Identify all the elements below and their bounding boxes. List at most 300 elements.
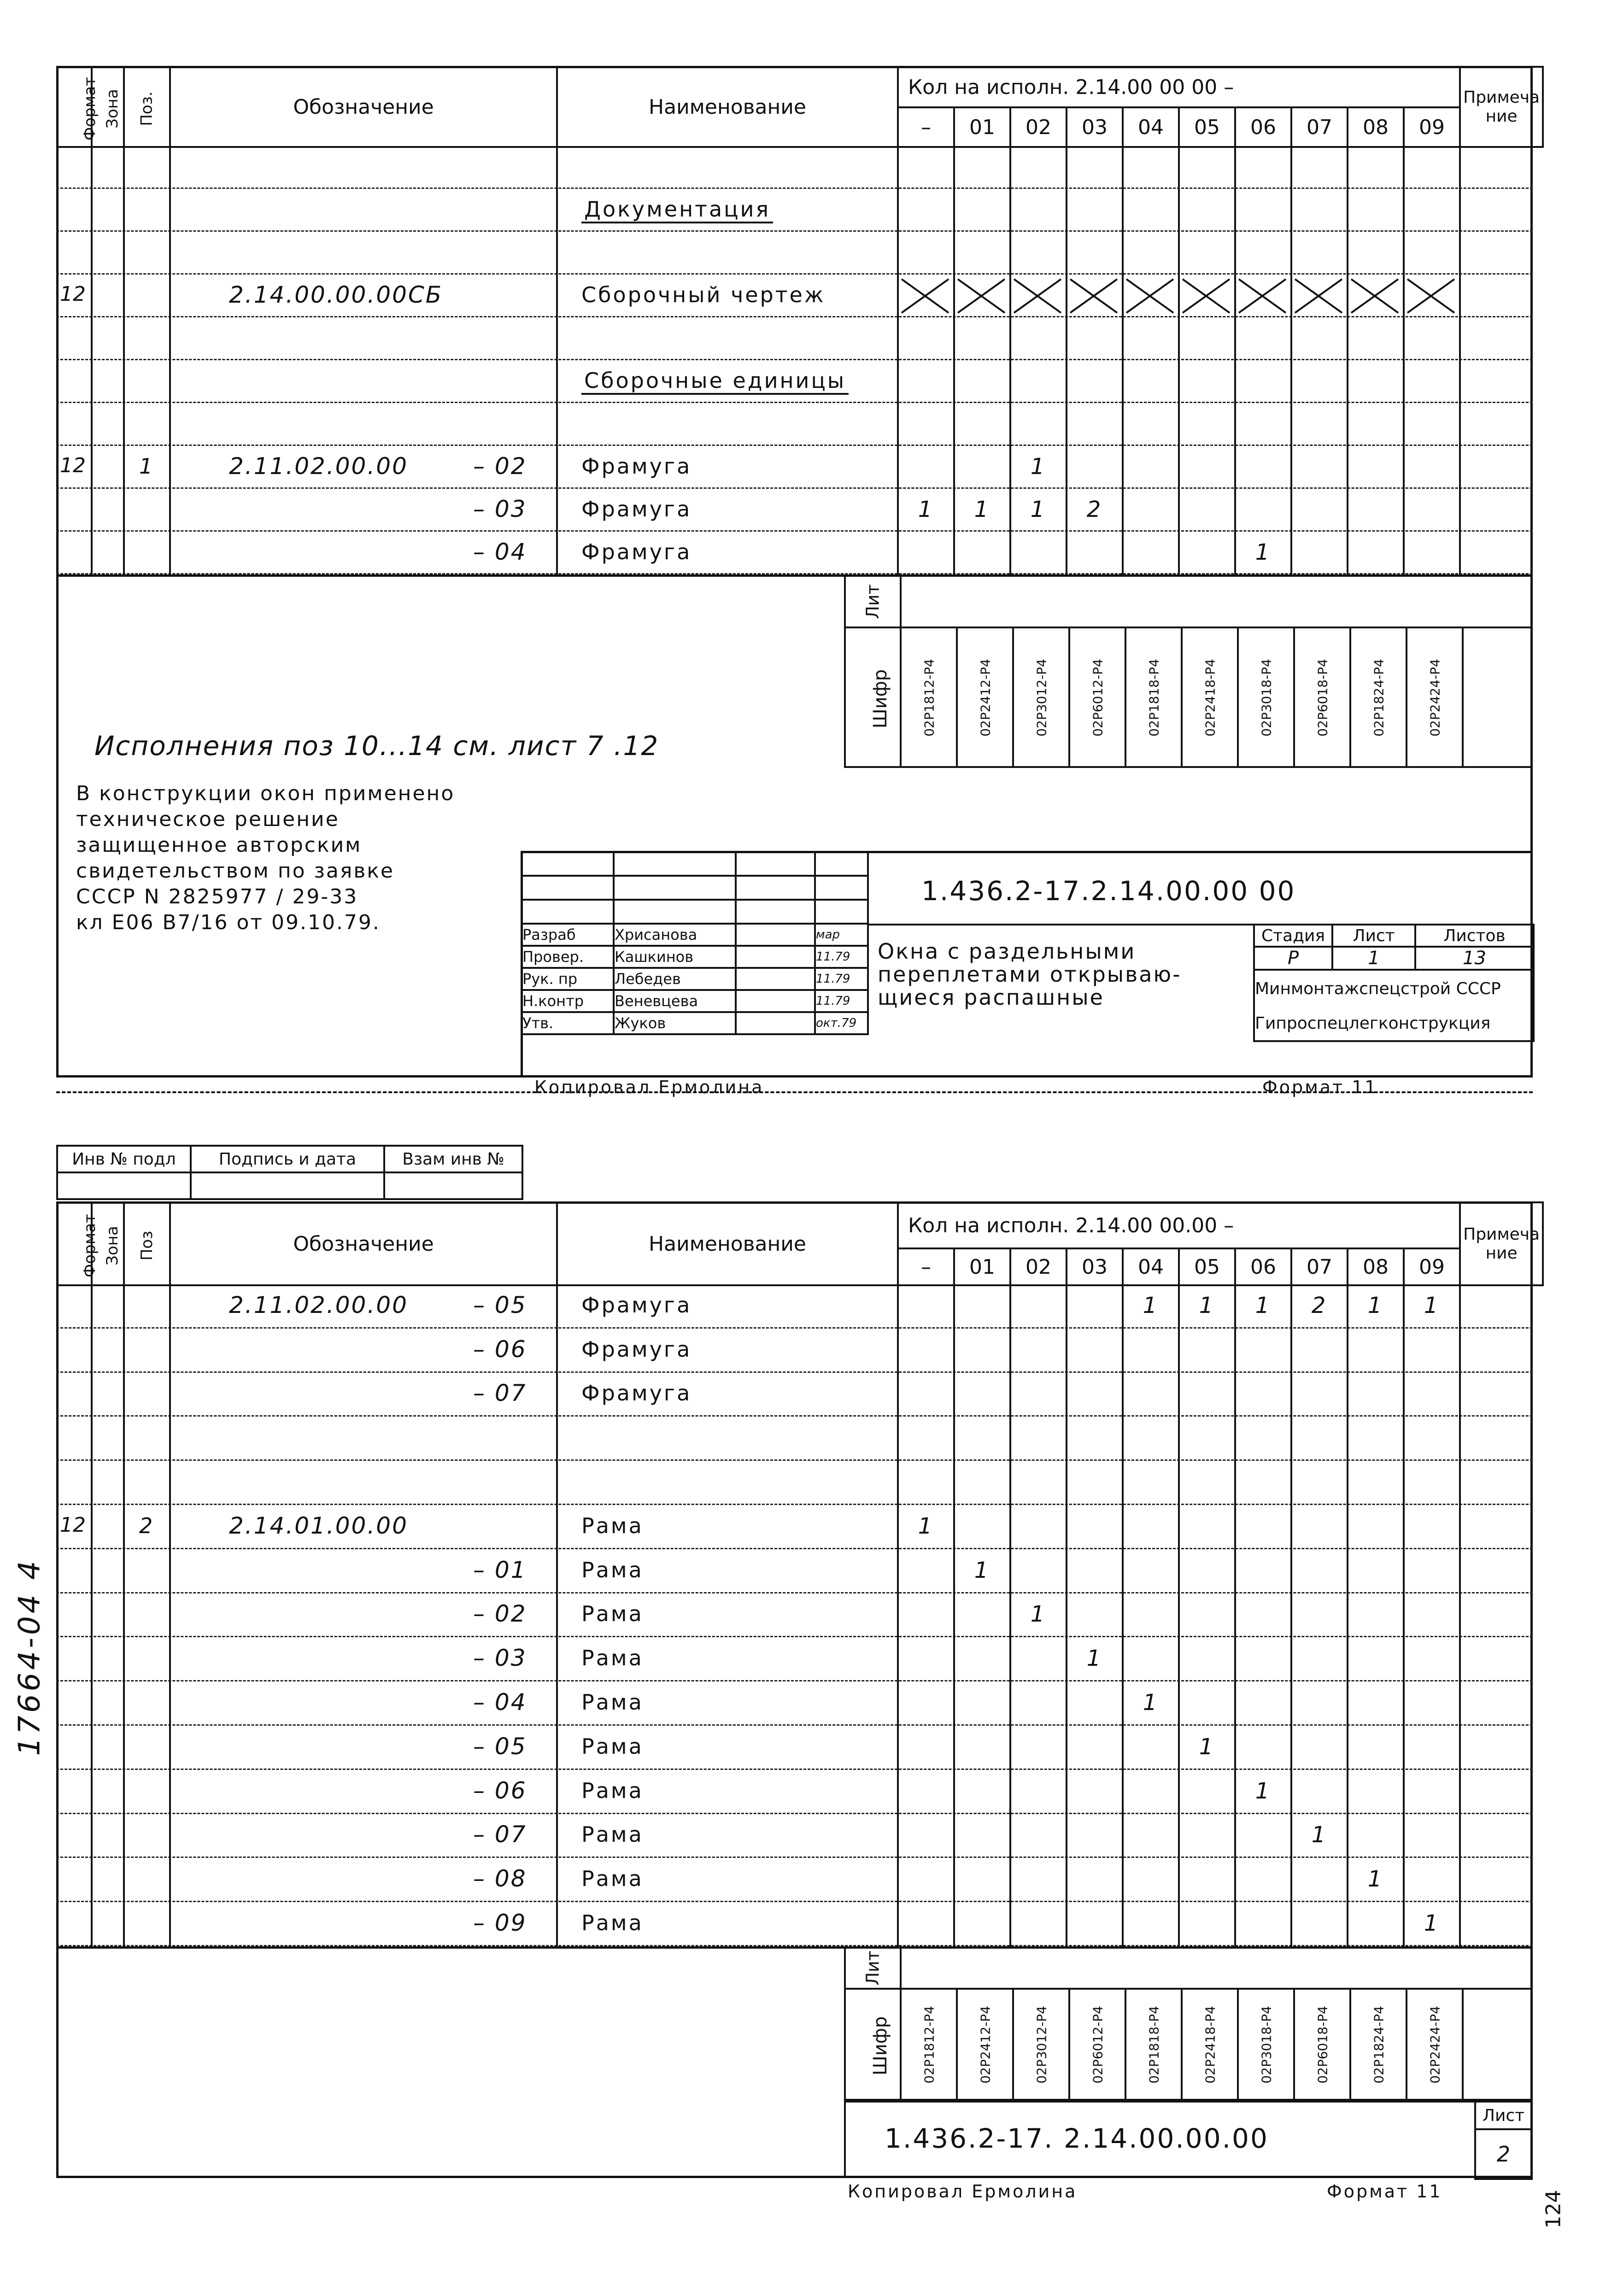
cell-qty: 1 <box>1255 1778 1270 1804</box>
col-line <box>91 489 93 532</box>
note-line: кл Е06 В7/16 от 09.10.79. <box>76 911 381 934</box>
spec-row <box>56 1373 1533 1417</box>
cell-name: Рама <box>581 1778 644 1803</box>
doc-number-2: 1.436.2-17. 2.14.00.00.00 <box>885 2123 1269 2154</box>
col-line <box>91 1726 93 1770</box>
header-designation: Обозначение <box>170 67 557 147</box>
cell-qty: 1 <box>1424 1910 1438 1937</box>
copied-2: Копировал Ермолина <box>848 2181 1078 2202</box>
col-line <box>1403 1417 1405 1461</box>
stamp-inv-value <box>57 1172 191 1199</box>
col-line <box>1122 1593 1124 1638</box>
col-line <box>897 1858 899 1902</box>
col-line <box>1009 1726 1011 1770</box>
cell-qty: 1 <box>1367 1292 1382 1318</box>
col-line <box>1178 1770 1180 1814</box>
col-line <box>1290 189 1292 232</box>
sig-empty <box>614 900 736 924</box>
col-line <box>169 232 171 275</box>
col-line <box>1347 189 1348 232</box>
col-line <box>1234 1858 1236 1902</box>
variant-09: 09 <box>1404 1248 1460 1285</box>
col-line <box>1290 1549 1292 1593</box>
col-line <box>1459 1461 1461 1505</box>
strip-bottom <box>844 766 1533 768</box>
cell-qty: 1 <box>918 496 932 522</box>
col-line <box>1459 146 1461 189</box>
col-line <box>91 1505 93 1549</box>
col-line <box>1066 1902 1067 1946</box>
variant-07: 07 <box>1291 107 1348 147</box>
cipher-code: 02Р2418-Р4 <box>1202 658 1218 737</box>
cipher-code: 02Р1824-Р4 <box>1371 2005 1387 2084</box>
col-line <box>1009 189 1011 232</box>
col-line <box>1178 146 1180 189</box>
spec-row <box>56 1284 1533 1329</box>
col-line <box>123 360 125 403</box>
col-line <box>897 1329 899 1373</box>
s2-header-designation: Обозначение <box>170 1202 557 1285</box>
col-line <box>1347 446 1348 489</box>
cell-suffix: – 06 <box>473 1777 527 1804</box>
sig-date: 11.79 <box>815 968 868 990</box>
col-line <box>123 275 125 317</box>
col-line <box>169 1637 171 1681</box>
col-line <box>169 1549 171 1593</box>
col-line <box>1347 1681 1348 1726</box>
col-line <box>1178 1858 1180 1902</box>
cipher-code: 02Р6018-Р4 <box>1315 2005 1330 2084</box>
col-line <box>1009 1770 1011 1814</box>
cell-qty: 1 <box>1030 1601 1045 1628</box>
sig-role: Рук. пр <box>522 968 614 990</box>
cell-qty: 1 <box>974 496 989 522</box>
s2-header-zone: Зона <box>92 1202 124 1285</box>
header-qty-title: Кол на исполн. 2.14.00 00 00 – <box>898 67 1460 107</box>
variant-05: 05 <box>1179 107 1235 147</box>
col-line <box>123 489 125 532</box>
col-line <box>1122 403 1124 446</box>
sheet2-spec-table <box>56 1201 1544 1286</box>
col-line <box>1122 360 1124 403</box>
variant-base: – <box>898 1248 954 1285</box>
col-line <box>556 1858 558 1902</box>
col-line <box>1234 489 1236 532</box>
spec-row <box>56 1505 1533 1549</box>
cell-format: 12 <box>60 282 86 306</box>
sig-role: Разраб <box>522 924 614 946</box>
col-line <box>1009 360 1011 403</box>
col-line <box>1459 1681 1461 1726</box>
col-line <box>169 1770 171 1814</box>
variant-07: 07 <box>1291 1248 1348 1285</box>
col-line <box>1403 1637 1405 1681</box>
sheet2-sheet-box <box>1474 2101 1533 2180</box>
format-note-1: Формат 11 <box>1262 1077 1378 1097</box>
col-line <box>1290 446 1292 489</box>
cell-qty: 1 <box>1030 496 1045 522</box>
spec-row <box>56 1770 1533 1814</box>
col-line <box>123 1814 125 1858</box>
col-line <box>123 1770 125 1814</box>
col-line <box>953 1593 955 1638</box>
variant-02: 02 <box>1010 1248 1067 1285</box>
col-line <box>91 1770 93 1814</box>
cipher-code: 02Р1812-Р4 <box>921 2005 937 2084</box>
col-line <box>91 189 93 232</box>
sig-date: мар <box>815 924 868 946</box>
spec-row <box>56 1726 1533 1770</box>
col-line <box>1234 1505 1236 1549</box>
variant-08: 08 <box>1348 107 1404 147</box>
col-line <box>1403 189 1405 232</box>
col-line <box>1403 1461 1405 1505</box>
col-line <box>1009 1858 1011 1902</box>
cell-qty: 1 <box>1255 539 1270 565</box>
cell-suffix: – 01 <box>473 1556 527 1583</box>
col-line <box>1347 1329 1348 1373</box>
spec-row <box>56 1681 1533 1726</box>
col-line <box>1459 1770 1461 1814</box>
col-line <box>1122 1461 1124 1505</box>
cell-qty: 1 <box>1424 1292 1438 1318</box>
note-line: техническое решение <box>76 808 340 831</box>
col-line <box>1459 1637 1461 1681</box>
col-line <box>1066 1417 1067 1461</box>
cipher-code: 02Р3012-Р4 <box>1034 2005 1049 2084</box>
col-line <box>556 1902 558 1946</box>
cipher-label: Шифр <box>870 669 891 728</box>
header-pos: Поз. <box>124 67 170 147</box>
col-line <box>1290 360 1292 403</box>
col-line <box>556 1284 558 1329</box>
col-line <box>897 1549 899 1593</box>
s2-header-pos: Поз <box>124 1202 170 1285</box>
sig-role: Провер. <box>522 946 614 968</box>
col-line <box>1459 1593 1461 1638</box>
cell-suffix: – 05 <box>473 1733 527 1760</box>
col-line <box>1178 1549 1180 1593</box>
col-line <box>1066 1814 1067 1858</box>
col-line <box>897 1902 899 1946</box>
spec-row <box>56 189 1533 232</box>
col-line <box>1347 1770 1348 1814</box>
spec-row <box>56 1329 1533 1373</box>
cipher-code: 02Р1824-Р4 <box>1371 658 1387 737</box>
cell-suffix: – 04 <box>473 1689 527 1716</box>
cipher-code: 02Р6012-Р4 <box>1090 658 1106 737</box>
cipher-code: 02Р6012-Р4 <box>1090 2005 1106 2084</box>
sig-empty <box>736 900 815 924</box>
s2-header-qty-title: Кол на исполн. 2.14.00 00.00 – <box>898 1202 1460 1248</box>
col-line <box>123 1681 125 1726</box>
col-line <box>1178 189 1180 232</box>
col-line <box>169 146 171 189</box>
stage-label: Стадия <box>1254 925 1332 947</box>
col-line <box>897 232 899 275</box>
sig-name: Жуков <box>614 1012 736 1034</box>
signature-grid <box>521 851 869 1035</box>
col-line <box>1347 232 1348 275</box>
sig-date: 11.79 <box>815 990 868 1012</box>
col-line <box>123 1329 125 1373</box>
cell-suffix: – 03 <box>473 495 527 522</box>
col-line <box>1234 1373 1236 1417</box>
col-line <box>556 1373 558 1417</box>
col-line <box>1122 1329 1124 1373</box>
corner-number: 124 <box>1541 2190 1565 2229</box>
col-line <box>897 317 899 360</box>
col-line <box>1459 1505 1461 1549</box>
col-line <box>556 275 558 317</box>
col-line <box>1234 1637 1236 1681</box>
col-line <box>1009 1637 1011 1681</box>
col-line <box>1178 1417 1180 1461</box>
header-name: Наименование <box>557 67 898 147</box>
col-line <box>1178 1814 1180 1858</box>
sheet1-rows <box>56 146 1533 574</box>
col-line <box>91 1902 93 1946</box>
col-line <box>1347 1549 1348 1593</box>
cross-mark <box>953 275 1009 317</box>
col-line <box>1290 232 1292 275</box>
cipher-code: 02Р1812-Р4 <box>921 658 937 737</box>
col-line <box>1403 403 1405 446</box>
variant-06: 06 <box>1235 1248 1291 1285</box>
sig-empty <box>522 876 614 900</box>
cell-qty: 1 <box>1199 1734 1213 1760</box>
col-line <box>897 1681 899 1726</box>
col-line <box>1178 1902 1180 1946</box>
col-line <box>1459 1373 1461 1417</box>
col-line <box>897 1726 899 1770</box>
col-line <box>953 360 955 403</box>
col-line <box>897 1417 899 1461</box>
col-line <box>123 317 125 360</box>
col-line <box>1066 1373 1067 1417</box>
spec-row <box>56 1417 1533 1461</box>
spec-row <box>56 532 1533 574</box>
col-line <box>556 1593 558 1638</box>
col-line <box>1178 489 1180 532</box>
cell-qty: 1 <box>1086 1646 1101 1672</box>
sig-empty <box>736 852 815 876</box>
variant-09: 09 <box>1404 107 1460 147</box>
variant-base: – <box>898 107 954 147</box>
spec-row <box>56 489 1533 532</box>
variant-03: 03 <box>1067 107 1123 147</box>
col-line <box>1178 1461 1180 1505</box>
col-line <box>1234 1549 1236 1593</box>
cell-qty: 1 <box>1143 1690 1157 1716</box>
col-line <box>1066 232 1067 275</box>
cross-mark <box>1122 275 1178 317</box>
col-line <box>1459 189 1461 232</box>
col-line <box>953 1814 955 1858</box>
col-line <box>1459 275 1461 317</box>
col-line <box>1178 1373 1180 1417</box>
spec-row <box>56 317 1533 360</box>
col-line <box>169 489 171 532</box>
col-line <box>1290 1858 1292 1902</box>
cell-name: Фрамуга <box>581 1292 692 1318</box>
note-line: свидетельством по заявке <box>76 859 394 883</box>
col-line <box>1122 189 1124 232</box>
col-line <box>123 189 125 232</box>
col-line <box>1403 1814 1405 1858</box>
col-line <box>556 489 558 532</box>
col-line <box>1234 1814 1236 1858</box>
s2-header-name: Наименование <box>557 1202 898 1285</box>
variant-06: 06 <box>1235 107 1291 147</box>
spec-row <box>56 1549 1533 1593</box>
col-line <box>897 189 899 232</box>
col-line <box>91 532 93 574</box>
col-line <box>123 403 125 446</box>
sig-name: Хрисанова <box>614 924 736 946</box>
col-line <box>169 1417 171 1461</box>
col-line <box>1234 1726 1236 1770</box>
col-line <box>1122 446 1124 489</box>
doc-title-line: переплетами открываю- <box>878 962 1182 987</box>
col-line <box>1066 1461 1067 1505</box>
col-line <box>1234 232 1236 275</box>
col-line <box>1122 1770 1124 1814</box>
col-line <box>123 1902 125 1946</box>
col-line <box>91 232 93 275</box>
col-line <box>123 1637 125 1681</box>
spec-row <box>56 232 1533 275</box>
col-line <box>1122 489 1124 532</box>
col-line <box>1347 1505 1348 1549</box>
variant-05: 05 <box>1179 1248 1235 1285</box>
spec-row <box>56 1902 1533 1946</box>
spec-row <box>56 1593 1533 1638</box>
col-line <box>169 1681 171 1726</box>
cell-qty: 1 <box>1255 1292 1270 1318</box>
col-line <box>953 1681 955 1726</box>
cell-suffix: – 06 <box>473 1335 527 1363</box>
spec-row <box>56 360 1533 403</box>
col-line <box>1234 1681 1236 1726</box>
cipher-code: 02Р2418-Р4 <box>1202 2005 1218 2084</box>
col-line <box>1290 1681 1292 1726</box>
cell-format: 12 <box>60 453 86 477</box>
cell-name: Рама <box>581 1822 644 1847</box>
note-line: В конструкции окон применено <box>76 782 455 805</box>
cell-suffix: – 03 <box>473 1645 527 1672</box>
col-line <box>953 1858 955 1902</box>
col-line <box>1459 532 1461 574</box>
cell-name: Рама <box>581 1690 644 1715</box>
cell-pos: 2 <box>139 1513 153 1538</box>
col-line <box>1234 360 1236 403</box>
col-line <box>1459 1726 1461 1770</box>
col-line <box>1347 532 1348 574</box>
col-line <box>1066 403 1067 446</box>
col-line <box>91 1637 93 1681</box>
col-line <box>897 1637 899 1681</box>
col-line <box>1459 1549 1461 1593</box>
cipher-code: 02Р6018-Р4 <box>1315 658 1330 737</box>
sheet2-lower-frame <box>56 1946 1533 1949</box>
col-line <box>556 532 558 574</box>
sig-empty <box>614 852 736 876</box>
col-line <box>91 1373 93 1417</box>
sheet-value: 1 <box>1332 947 1415 970</box>
col-line <box>169 1461 171 1505</box>
col-line <box>1234 1417 1236 1461</box>
cipher-code: 02Р3012-Р4 <box>1034 658 1049 737</box>
sig-empty <box>815 900 868 924</box>
note-line: защищенное авторским <box>76 833 362 857</box>
cell-suffix: – 05 <box>473 1291 527 1318</box>
format-note-2: Формат 11 <box>1327 2181 1442 2202</box>
col-line <box>1066 1284 1067 1329</box>
col-line <box>1403 360 1405 403</box>
stage-value: Р <box>1254 947 1332 970</box>
col-line <box>123 1593 125 1638</box>
col-line <box>1347 403 1348 446</box>
col-line <box>1459 360 1461 403</box>
col-line <box>1178 232 1180 275</box>
col-line <box>556 1770 558 1814</box>
col-line <box>1347 1814 1348 1858</box>
cell-name: Рама <box>581 1734 644 1759</box>
col-line <box>1122 1858 1124 1902</box>
col-line <box>1403 1505 1405 1549</box>
col-line <box>1290 1637 1292 1681</box>
archive-stamp <box>56 1145 523 1200</box>
cell-suffix: – 04 <box>473 538 527 565</box>
spec-row <box>56 275 1533 317</box>
col-line <box>897 446 899 489</box>
col-line <box>1347 489 1348 532</box>
doc-title-line: Окна с раздельными <box>878 939 1136 964</box>
col-line <box>91 360 93 403</box>
col-line <box>953 146 955 189</box>
col-line <box>169 1902 171 1946</box>
col-line <box>123 1858 125 1902</box>
cell-suffix: – 07 <box>473 1380 527 1407</box>
col-line <box>1403 489 1405 532</box>
col-line <box>1009 1417 1011 1461</box>
cell-name: Рама <box>581 1601 644 1627</box>
col-line <box>1066 1726 1067 1770</box>
col-line <box>1459 403 1461 446</box>
cell-designation: 2.14.01.00.00 <box>229 1512 408 1539</box>
col-line <box>1009 1505 1011 1549</box>
doc-title <box>878 940 1182 1009</box>
col-line <box>1403 1858 1405 1902</box>
col-line <box>897 403 899 446</box>
col-line <box>556 1681 558 1726</box>
variant-04: 04 <box>1123 107 1179 147</box>
cell-name: Рама <box>581 1910 644 1936</box>
cell-name: Рама <box>581 1557 644 1582</box>
variant-02: 02 <box>1010 107 1067 147</box>
cell-pos: 1 <box>139 453 153 479</box>
col-line <box>91 403 93 446</box>
col-line <box>169 1329 171 1373</box>
s2-header-format: Формат <box>57 1202 92 1285</box>
cipher-code: 02Р3018-Р4 <box>1259 2005 1274 2084</box>
col-line <box>1459 1417 1461 1461</box>
col-line <box>953 1726 955 1770</box>
col-line <box>1234 189 1236 232</box>
sheet1-note-variants: Исполнения поз 10...14 см. лист 7 .12 <box>94 730 659 761</box>
col-line <box>1403 146 1405 189</box>
